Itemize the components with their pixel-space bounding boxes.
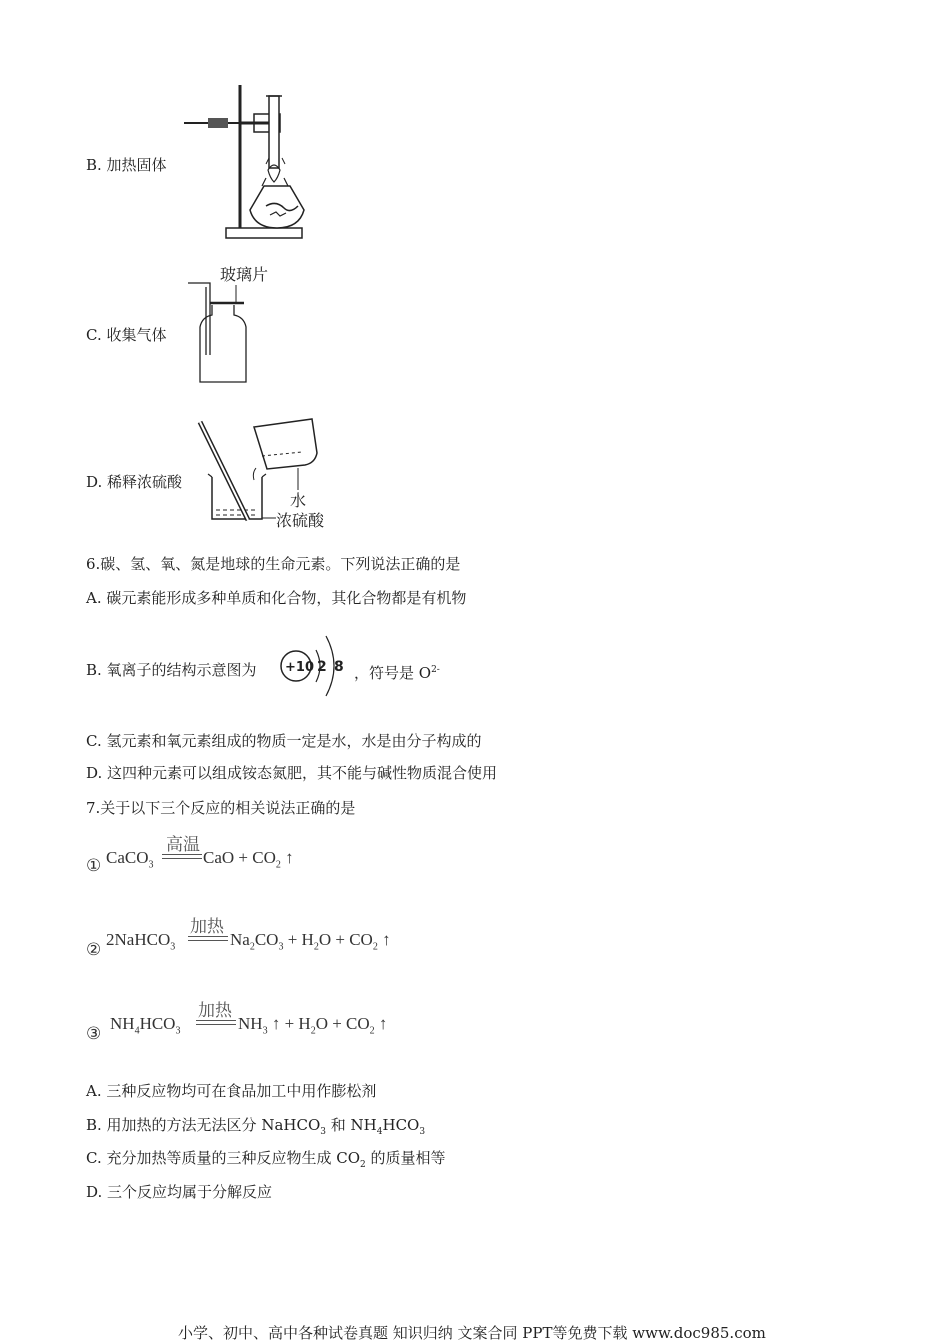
q5-option-c: C. 收集气体	[86, 326, 167, 344]
nucleus-charge: +10	[285, 660, 314, 675]
reaction-2-equals	[188, 936, 228, 941]
q7-option-a: A. 三种反应物均可在食品加工中用作膨松剂	[86, 1082, 377, 1100]
q6-stem: 6.碳、氢、氧、氮是地球的生命元素。下列说法正确的是	[86, 555, 461, 573]
heating-solid-apparatus-figure	[180, 80, 310, 245]
q6-option-d: D. 这四种元素可以组成铵态氮肥，其不能与碱性物质混合使用	[86, 764, 498, 782]
q6-option-b-text: B. 氧离子的结构示意图为	[86, 661, 257, 679]
footer-text: 小学、初中、高中各种试卷真题 知识归纳 文案合同 PPT等免费下载 www.doc985.com	[178, 1324, 766, 1342]
dilution-figure	[190, 412, 340, 532]
reaction-2-products: $Na_2CO_3 + H_2O + CO_2$ ↑	[230, 930, 391, 953]
reaction-3	[86, 994, 506, 1044]
reaction-1-equals	[162, 854, 202, 859]
reaction-1-condition: 高温	[166, 835, 200, 855]
reaction-3-equals	[196, 1020, 236, 1025]
q7-option-b-part1: B. 用加热的方法无法区分 NaHCO	[86, 1116, 321, 1134]
glass-plate-label: 玻璃片	[220, 265, 269, 284]
q7-stem: 7.关于以下三个反应的相关说法正确的是	[86, 799, 356, 817]
reaction-1-products: CaO + $CO_2$ ↑	[203, 848, 294, 871]
reaction-1-reactant: CaCO$_3$	[106, 848, 154, 871]
shell-1-electrons: 2	[317, 659, 327, 675]
reaction-1	[86, 828, 486, 878]
charge-superscript: 2-	[431, 665, 440, 675]
q5-option-b: B. 加热固体	[86, 156, 167, 174]
q7-option-b: B. 用加热的方法无法区分 NaHCO$_3$ 和 $NH_4HCO_3$	[86, 1116, 426, 1137]
reaction-3-condition: 加热	[198, 1001, 232, 1021]
reaction-2-condition: 加热	[190, 917, 224, 937]
gas-collection-bottle-figure	[180, 258, 290, 388]
reaction-3-number: ③	[86, 1024, 102, 1043]
symbol-text: ，符号是 O	[354, 664, 432, 682]
q7-option-c-part1: C. 充分加热等质量的三种反应物生成 CO	[86, 1149, 361, 1167]
reaction-1-number: ①	[86, 856, 102, 875]
q6-option-c: C. 氢元素和氧元素组成的物质一定是水，水是由分子构成的	[86, 732, 482, 750]
oxygen-ion-structure-diagram	[280, 624, 350, 704]
water-label: 水	[290, 491, 307, 510]
q6-option-b-symbol	[354, 660, 440, 683]
q7-option-c-part2: 的质量相等	[365, 1149, 446, 1167]
reaction-2-number: ②	[86, 940, 102, 959]
reaction-2-reactant: 2NaHCO$_3$	[106, 930, 176, 953]
reaction-3-reactant: $NH_4HCO_3$	[110, 1014, 181, 1037]
reaction-3-products: $NH_3$ ↑ + $H_2O + CO_2$ ↑	[238, 1014, 388, 1037]
q5-option-d: D. 稀释浓硫酸	[86, 473, 183, 491]
shell-2-electrons: 8	[334, 659, 344, 675]
q7-option-b-part2: 和 NH	[326, 1116, 377, 1134]
q7-option-b-part3: HCO	[382, 1116, 420, 1134]
acid-label: 浓硫酸	[276, 511, 325, 530]
q7-option-c: C. 充分加热等质量的三种反应物生成 $CO_2$ 的质量相等	[86, 1149, 446, 1170]
q7-option-d: D. 三个反应均属于分解反应	[86, 1183, 273, 1201]
q6-option-a: A. 碳元素能形成多种单质和化合物，其化合物都是有机物	[86, 589, 467, 607]
reaction-2	[86, 910, 506, 960]
